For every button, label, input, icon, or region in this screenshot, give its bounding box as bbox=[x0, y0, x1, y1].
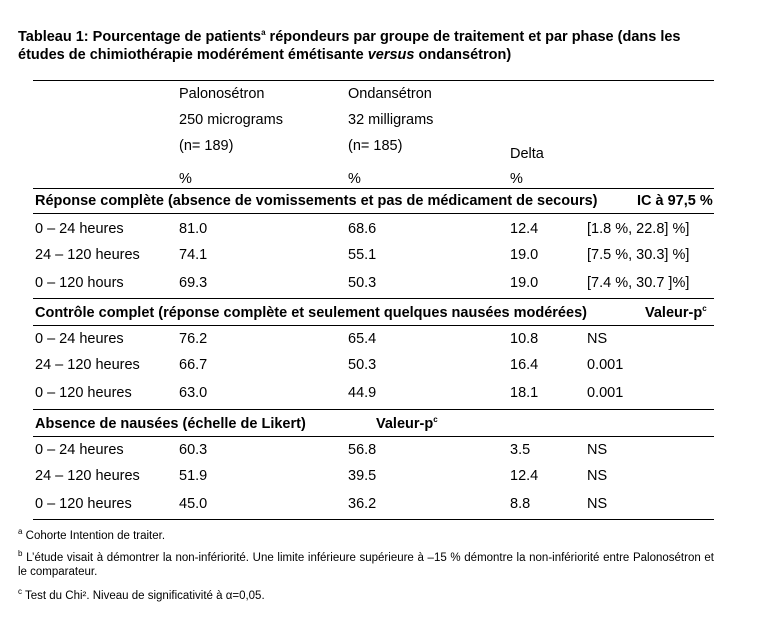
row-stat: NS bbox=[587, 496, 608, 512]
row-stat: NS bbox=[587, 468, 608, 484]
row-palo: 81.0 bbox=[179, 221, 208, 237]
row-delta: 18.1 bbox=[510, 385, 539, 401]
row-palo: 74.1 bbox=[179, 247, 208, 263]
palo-unit: % bbox=[179, 171, 192, 187]
row-label: 0 – 120 heures bbox=[35, 385, 132, 401]
row-delta: 19.0 bbox=[510, 275, 539, 291]
footnote-c: $^c$ Test du Chi². Niveau de significativité à α=0,05. bbox=[18, 587, 265, 602]
row-stat: 0.001 bbox=[587, 357, 624, 373]
footnote-a: $^a$ Cohorte Intention de traiter. bbox=[18, 527, 166, 542]
onda-unit: % bbox=[348, 171, 361, 187]
table-title: Tableau 1: Pourcentage de patients$^a$ répondeurs par groupe de traitement et par phase (dans les études de chimiothérapie modérément émétisante versus ondansétron) bbox=[18, 28, 681, 63]
row-palo: 69.3 bbox=[179, 275, 208, 291]
row-label: 0 – 24 heures bbox=[35, 331, 124, 347]
rule-section2-head bbox=[33, 325, 714, 326]
rule-section1-head bbox=[33, 213, 714, 214]
row-delta: 3.5 bbox=[510, 442, 531, 458]
row-onda: 65.4 bbox=[348, 331, 377, 347]
delta-header: Delta bbox=[510, 146, 544, 162]
row-onda: 36.2 bbox=[348, 496, 377, 512]
row-palo: 60.3 bbox=[179, 442, 208, 458]
row-delta: 16.4 bbox=[510, 357, 539, 373]
palo-header-line1: Palonosétron bbox=[179, 86, 265, 102]
row-delta: 10.8 bbox=[510, 331, 539, 347]
section-stat-header: Valeur-$p^c$ bbox=[645, 304, 707, 321]
row-onda: 55.1 bbox=[348, 247, 377, 263]
rule-section3-head bbox=[33, 436, 714, 437]
row-label: 24 – 120 heures bbox=[35, 247, 140, 263]
row-palo: 45.0 bbox=[179, 496, 208, 512]
rule-top bbox=[33, 80, 714, 81]
row-label: 0 – 120 heures bbox=[35, 496, 132, 512]
row-onda: 56.8 bbox=[348, 442, 377, 458]
row-stat: 0.001 bbox=[587, 385, 624, 401]
row-stat: [7.4 %, 30.7 ]%] bbox=[587, 275, 690, 291]
row-delta: 8.8 bbox=[510, 496, 531, 512]
row-onda: 39.5 bbox=[348, 468, 377, 484]
onda-header-line2: 32 milligrams bbox=[348, 112, 434, 128]
onda-header-line3: (n= 185) bbox=[348, 138, 403, 154]
row-onda: 68.6 bbox=[348, 221, 377, 237]
delta-unit: % bbox=[510, 171, 523, 187]
row-palo: 66.7 bbox=[179, 357, 208, 373]
row-label: 0 – 120 hours bbox=[35, 275, 124, 291]
row-stat: NS bbox=[587, 442, 608, 458]
row-label: 0 – 24 heures bbox=[35, 221, 124, 237]
row-delta: 19.0 bbox=[510, 247, 539, 263]
section-heading: Réponse complète (absence de vomissements et pas de médicament de secours) bbox=[35, 193, 598, 209]
footnote-b: $^b$ L’étude visait à démontrer la non-infériorité. Une limite inférieure supérieure à –15 % démontre la non-infériorité entre Palonosétron et le comparateur. bbox=[18, 549, 714, 578]
row-delta: 12.4 bbox=[510, 468, 539, 484]
row-stat: [7.5 %, 30.3] %] bbox=[587, 247, 690, 263]
row-stat: [1.8 %, 22.8] %] bbox=[587, 221, 690, 237]
palo-header-line3: (n= 189) bbox=[179, 138, 234, 154]
section-heading: Contrôle complet (réponse complète et seulement quelques nausées modérées) bbox=[35, 305, 587, 321]
row-palo: 63.0 bbox=[179, 385, 208, 401]
row-label: 24 – 120 heures bbox=[35, 357, 140, 373]
onda-header-line1: Ondansétron bbox=[348, 86, 432, 102]
row-label: 0 – 24 heures bbox=[35, 442, 124, 458]
section-stat-header: Valeur-$p^c$ bbox=[376, 415, 438, 432]
row-onda: 50.3 bbox=[348, 357, 377, 373]
row-onda: 44.9 bbox=[348, 385, 377, 401]
section-heading: Absence de nausées (échelle de Likert) bbox=[35, 416, 306, 432]
row-delta: 12.4 bbox=[510, 221, 539, 237]
section-stat-header: IC à 97,5 % bbox=[637, 193, 713, 209]
row-onda: 50.3 bbox=[348, 275, 377, 291]
rule-section2-bottom bbox=[33, 409, 714, 410]
rule-section1-bottom bbox=[33, 298, 714, 299]
rule-bottom bbox=[33, 519, 714, 520]
row-label: 24 – 120 heures bbox=[35, 468, 140, 484]
palo-header-line2: 250 micrograms bbox=[179, 112, 283, 128]
row-stat: NS bbox=[587, 331, 608, 347]
rule-header-bottom bbox=[33, 188, 714, 189]
row-palo: 76.2 bbox=[179, 331, 208, 347]
row-palo: 51.9 bbox=[179, 468, 208, 484]
